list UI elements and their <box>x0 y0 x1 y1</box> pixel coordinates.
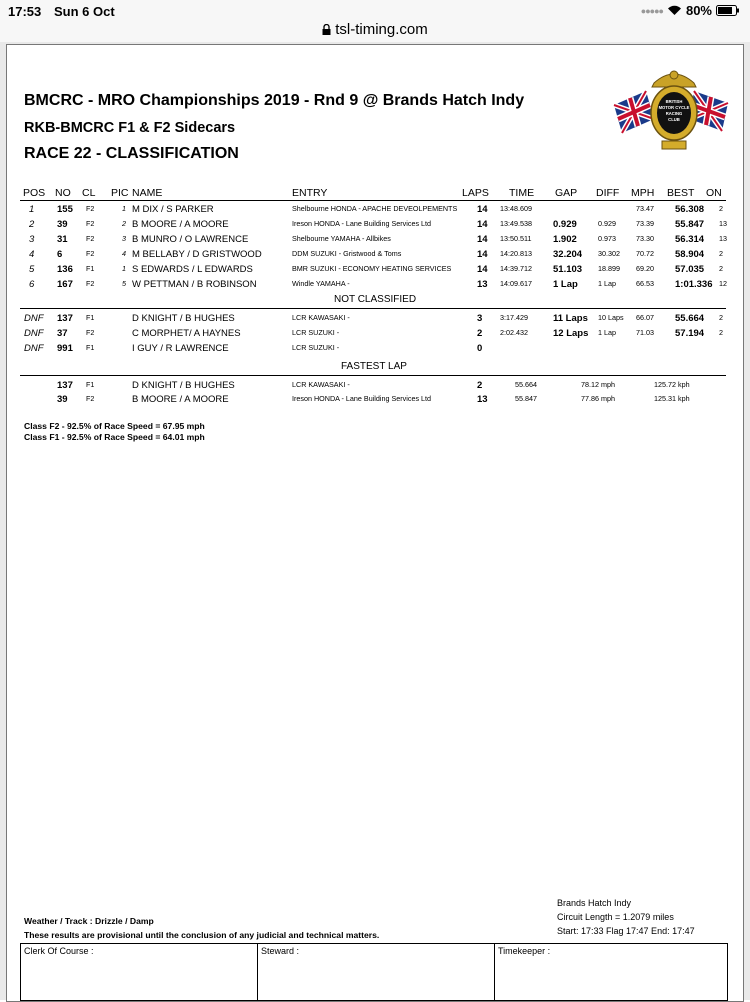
cell-no: 31 <box>57 234 68 245</box>
cell-name: B MUNRO / O LAWRENCE <box>132 234 249 245</box>
cell-gap: 0.929 <box>553 219 577 230</box>
cell-no: 991 <box>57 343 73 354</box>
cell-mph: 66.53 <box>636 279 654 288</box>
cell-cl: F2 <box>86 328 95 337</box>
cell-entry: DDM SUZUKI - Gristwood & Toms <box>292 249 402 258</box>
cell-pos: 3 <box>29 234 35 245</box>
cell-entry: Ireson HONDA - Lane Building Services Ltd <box>292 394 432 403</box>
cell-cl: F1 <box>86 264 95 273</box>
cell-mph: 69.20 <box>636 264 654 273</box>
cell-name: C MORPHET/ A HAYNES <box>132 328 241 339</box>
table-row <box>7 264 743 278</box>
cell-laps: 14 <box>477 204 488 215</box>
cell-mph: 73.47 <box>636 204 654 213</box>
status-bar <box>0 0 750 22</box>
cell-best: 56.314 <box>675 234 705 245</box>
cell-on: 2 <box>719 328 723 337</box>
cell-time: 2:02.432 <box>500 328 528 337</box>
cell-name: S EDWARDS / L EDWARDS <box>132 264 253 275</box>
cell-pos: DNF <box>24 328 44 339</box>
table-row <box>7 394 743 408</box>
cell-cl: F2 <box>86 394 95 403</box>
cell-mph: 78.12 mph <box>581 380 615 389</box>
cell-pos: 2 <box>29 219 35 230</box>
url-text[interactable]: tsl-timing.com <box>335 21 428 38</box>
battery-level: 80% <box>685 3 712 18</box>
col-best: BEST <box>667 187 695 199</box>
signoff-box <box>20 943 728 1001</box>
logo-text-2: MOTOR CYCLE <box>658 105 690 110</box>
cell-laps: 0 <box>477 343 483 354</box>
cell-best: 56.308 <box>675 204 705 215</box>
cell-mph: 66.07 <box>636 313 654 322</box>
cell-name: B MOORE / A MOORE <box>132 219 229 230</box>
cell-mph: 73.30 <box>636 234 654 243</box>
table-row <box>7 234 743 248</box>
cell-pic: 4 <box>122 249 126 258</box>
divider <box>20 375 726 376</box>
table-row <box>7 204 743 218</box>
provisional-notice: These results are provisional until the conclusion of any judicial and technical matters. <box>24 930 380 940</box>
col-entry: ENTRY <box>292 187 328 199</box>
cell-no: 39 <box>57 219 68 230</box>
cell-pos: DNF <box>24 313 44 324</box>
cell-cl: F2 <box>86 204 95 213</box>
cell-diff: 0.929 <box>598 219 616 228</box>
cell-cl: F1 <box>86 343 95 352</box>
table-row <box>7 328 743 342</box>
col-cl: CL <box>82 187 96 199</box>
cell-time: 55.847 <box>515 394 537 403</box>
col-pos: POS <box>23 187 46 199</box>
cell-mph: 70.72 <box>636 249 654 258</box>
cell-laps: 14 <box>477 264 488 275</box>
cell-entry: LCR SUZUKI - <box>292 328 340 337</box>
cell-time: 14:39.712 <box>500 264 532 273</box>
circuit-length: Circuit Length = 1.2079 miles <box>557 912 674 922</box>
cell-no: 6 <box>57 249 63 260</box>
col-diff: DIFF <box>596 187 620 199</box>
table-row <box>7 249 743 263</box>
logo-text-3: RACING <box>665 111 683 116</box>
cell-entry: Windle YAMAHA - <box>292 279 350 288</box>
col-no: NO <box>55 187 71 199</box>
cell-no: 137 <box>57 380 73 391</box>
fastest-lap-heading: FASTEST LAP <box>341 361 407 372</box>
cell-cl: F2 <box>86 234 95 243</box>
cell-name: I GUY / R LAWRENCE <box>132 343 229 354</box>
cell-cl: F2 <box>86 279 95 288</box>
status-right <box>641 3 740 18</box>
union-flag-left-icon <box>614 91 654 133</box>
race-speed-note-f1: Class F1 - 92.5% of Race Speed = 64.01 mph <box>24 432 205 442</box>
col-time: TIME <box>509 187 535 199</box>
circuit-name: Brands Hatch Indy <box>557 898 632 908</box>
cell-kph: 125.31 kph <box>654 394 690 403</box>
weather-track: Weather / Track : Drizzle / Damp <box>24 916 154 926</box>
steward-field <box>258 944 495 1000</box>
event-title: BMCRC - MRO Championships 2019 - Rnd 9 @ Brands Hatch Indy <box>24 92 525 109</box>
date: Sun 6 Oct <box>54 4 115 19</box>
cell-diff: 18.899 <box>598 264 620 273</box>
cell-pos: 6 <box>29 279 35 290</box>
timekeeper-field <box>495 944 727 1000</box>
cell-time: 14:09.617 <box>500 279 532 288</box>
cell-best: 1:01.336 <box>675 279 713 290</box>
cell-name: D KNIGHT / B HUGHES <box>132 380 235 391</box>
bmcrc-logo <box>610 65 738 153</box>
cell-on: 2 <box>719 264 723 273</box>
cell-time: 3:17.429 <box>500 313 528 322</box>
cell-diff: 0.973 <box>598 234 616 243</box>
cell-mph: 73.39 <box>636 219 654 228</box>
cell-best: 57.194 <box>675 328 705 339</box>
cell-entry: LCR KAWASAKI - <box>292 313 350 322</box>
steward-label: Steward : <box>261 946 300 956</box>
clerk-of-course-field <box>21 944 258 1000</box>
clerk-label: Clerk Of Course : <box>24 946 94 956</box>
not-classified-heading: NOT CLASSIFIED <box>334 294 417 305</box>
cell-pic: 5 <box>122 279 126 288</box>
table-row <box>7 313 743 327</box>
cell-entry: LCR SUZUKI - <box>292 343 340 352</box>
col-gap: GAP <box>555 187 578 199</box>
cell-best: 55.847 <box>675 219 705 230</box>
cell-time: 13:49.538 <box>500 219 532 228</box>
cell-gap: 1.902 <box>553 234 577 245</box>
cell-lap: 13 <box>477 394 488 405</box>
divider <box>20 308 726 309</box>
col-name: NAME <box>132 187 163 199</box>
cell-on: 2 <box>719 313 723 322</box>
col-on: ON <box>706 187 722 199</box>
cell-pic: 2 <box>122 219 126 228</box>
divider <box>20 200 726 201</box>
cell-cl: F1 <box>86 313 95 322</box>
cell-cl: F2 <box>86 249 95 258</box>
col-mph: MPH <box>631 187 655 199</box>
cell-laps: 14 <box>477 249 488 260</box>
race-times: Start: 17:33 Flag 17:47 End: 17:47 <box>557 926 695 936</box>
cell-pos: 1 <box>29 204 35 215</box>
cell-on: 13 <box>719 219 727 228</box>
cell-gap: 1 Lap <box>553 279 578 290</box>
cell-name: D KNIGHT / B HUGHES <box>132 313 235 324</box>
cell-no: 39 <box>57 394 68 405</box>
cell-laps: 14 <box>477 219 488 230</box>
lock-icon <box>322 24 331 35</box>
cell-name: M BELLABY / D GRISTWOOD <box>132 249 262 260</box>
cell-pos: DNF <box>24 343 44 354</box>
cell-time: 13:48.609 <box>500 204 532 213</box>
cell-gap: 51.103 <box>553 264 583 275</box>
crest-icon <box>651 71 697 149</box>
cell-best: 55.664 <box>675 313 705 324</box>
table-row <box>7 343 743 357</box>
cell-diff: 10 Laps <box>598 313 624 322</box>
cell-diff: 30.302 <box>598 249 620 258</box>
table-row <box>7 380 743 394</box>
cell-no: 136 <box>57 264 73 275</box>
table-row <box>7 219 743 233</box>
battery-icon <box>716 5 740 16</box>
cell-gap: 11 Laps <box>553 313 588 324</box>
cell-laps: 3 <box>477 313 483 324</box>
cell-pos: 4 <box>29 249 35 260</box>
class-title: RKB-BMCRC F1 & F2 Sidecars <box>24 120 236 136</box>
cell-kph: 125.72 kph <box>654 380 690 389</box>
cell-entry: Shelbourne HONDA - APACHE DEVEOLPEMENTS <box>292 204 458 213</box>
cell-time: 13:50.511 <box>500 234 532 243</box>
wifi-icon <box>667 5 682 16</box>
cell-mph: 71.03 <box>636 328 654 337</box>
cell-pos: 5 <box>29 264 35 275</box>
cell-cl: F1 <box>86 380 95 389</box>
cell-on: 2 <box>719 204 723 213</box>
cell-laps: 14 <box>477 234 488 245</box>
cell-time: 55.664 <box>515 380 537 389</box>
cell-pic: 1 <box>122 264 126 273</box>
col-pic: PIC <box>111 187 129 199</box>
cell-entry: BMR SUZUKI - ECONOMY HEATING SERVICES <box>292 264 452 273</box>
cell-name: M DIX / S PARKER <box>132 204 214 215</box>
cell-on: 2 <box>719 249 723 258</box>
results-page <box>6 44 744 1002</box>
timekeeper-label: Timekeeper : <box>498 946 551 956</box>
cell-no: 167 <box>57 279 73 290</box>
cell-laps: 13 <box>477 279 488 290</box>
cell-gap: 32.204 <box>553 249 583 260</box>
race-title: RACE 22 - CLASSIFICATION <box>24 145 239 162</box>
cell-on: 13 <box>719 234 727 243</box>
cell-diff: 1 Lap <box>598 328 616 337</box>
cell-laps: 2 <box>477 328 483 339</box>
cell-cl: F2 <box>86 219 95 228</box>
cell-entry: LCR KAWASAKI - <box>292 380 350 389</box>
cell-pic: 1 <box>122 204 126 213</box>
cell-no: 155 <box>57 204 73 215</box>
cell-on: 12 <box>719 279 727 288</box>
logo-text-1: BRITISH <box>665 99 683 104</box>
cell-name: B MOORE / A MOORE <box>132 394 229 405</box>
cell-name: W PETTMAN / B ROBINSON <box>132 279 257 290</box>
clock: 17:53 <box>8 4 42 19</box>
logo-text-4: CLUB <box>668 117 680 122</box>
cell-pic: 3 <box>122 234 126 243</box>
cell-entry: Ireson HONDA - Lane Building Services Ltd <box>292 219 432 228</box>
cell-no: 137 <box>57 313 73 324</box>
race-speed-note-f2: Class F2 - 92.5% of Race Speed = 67.95 mph <box>24 421 205 431</box>
table-row <box>7 279 743 293</box>
address-bar[interactable] <box>0 22 750 42</box>
signal-icon: ●●●●● <box>640 5 663 16</box>
cell-no: 37 <box>57 328 68 339</box>
cell-diff: 1 Lap <box>598 279 616 288</box>
cell-best: 58.904 <box>675 249 705 260</box>
cell-best: 57.035 <box>675 264 705 275</box>
cell-time: 14:20.813 <box>500 249 532 258</box>
cell-entry: Shelbourne YAMAHA - Allbikes <box>292 234 391 243</box>
cell-mph: 77.86 mph <box>581 394 615 403</box>
col-laps: LAPS <box>462 187 489 199</box>
cell-gap: 12 Laps <box>553 328 589 339</box>
cell-lap: 2 <box>477 380 483 391</box>
